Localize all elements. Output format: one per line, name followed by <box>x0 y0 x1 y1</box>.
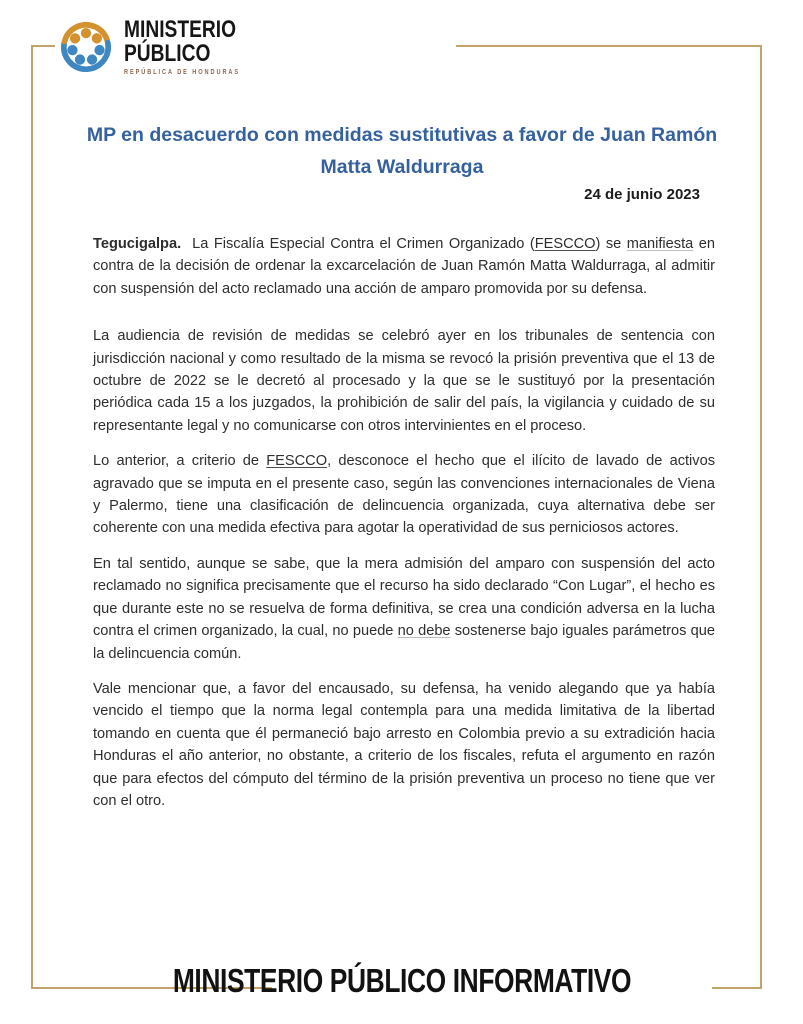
paragraph <box>93 233 715 300</box>
brand-tagline: REPÚBLICA DE HONDURAS <box>124 69 241 76</box>
mp-logo-icon <box>52 13 120 81</box>
paragraph-segment: La Fiscalía Especial Contra el Crimen Organizado ( <box>181 236 535 252</box>
paragraph-segment: FESCCO <box>534 236 596 252</box>
paragraph-segment: ) se <box>595 236 627 252</box>
paragraph <box>93 325 715 437</box>
frame-border-bottom-right <box>712 987 762 989</box>
paragraph-segment: La audiencia de revisión de medidas se celebró ayer en los tribunales de sentencia con jurisdicción nacional y como resultado de la misma se revocó la prisión preventiva que el 13 de octubre de 2022 se le decretó al procesado y la que se le sustituyó por la presentación periódica cada 15 a los juzgados, la prohibición de salir del país, la vigilancia y cuidado de su representante legal y no comunicarse con otros intervinientes en el proceso. <box>93 328 715 434</box>
paragraph-segment: en contra de la decisión de ordenar la excarcelación de Juan Ramón Matta Waldurraga, al admitir con suspensión del acto reclamado una acción de amparo promovida por su defensa. <box>93 236 715 297</box>
paragraph-segment: Lo anterior, a criterio de <box>93 453 267 470</box>
paragraph <box>93 553 715 665</box>
paragraph-segment: En tal sentido, aunque se sabe, que la mera admisión del amparo con suspensión del acto reclamado no significa precisamente que el recurso ha sido declarado “Con Lugar”, el hecho es que durante este no se resuelva de forma definitiva, se crea una condición adversa en la lucha contra el crimen organizado, la cual, no puede <box>93 555 715 640</box>
article-body <box>93 233 715 825</box>
header <box>52 13 269 81</box>
paragraph-segment: manifiesta <box>626 236 694 252</box>
footer-banner: MINISTERIO PÚBLICO INFORMATIVO <box>172 962 631 999</box>
frame-border-left <box>31 45 33 989</box>
paragraph-segment: Tegucigalpa. <box>93 236 182 252</box>
paragraph-segment: FESCCO <box>266 453 328 470</box>
brand-block <box>124 13 240 76</box>
paragraph-segment: Vale mencionar que, a favor del encausado, su defensa, ha venido alegando que ya había vencido el tiempo que la norma legal contempla para una medida limitativa de la libertad tomando en cuenta que él permaneció bajo arresto en Colombia previo a su extradición hacia Honduras el año anterior, no obstante, a criterio de los fiscales, refuta el argumento en razón que para efectos del cómputo del término de la prisión preventiva un proceso no tiene que ver con el otro. <box>93 680 715 809</box>
paragraph-segment: no debe <box>397 623 451 640</box>
paragraph <box>93 678 715 812</box>
frame-border-top-right <box>456 45 762 47</box>
paragraph-segment: sostenerse bajo iguales parámetros que la delincuencia común. <box>93 623 715 662</box>
paragraph-segment: , desconoce el hecho que el ilícito de lavado de activos agravado que se imputa en el presente caso, según las convenciones internacionales de Viena y Palermo, tiene una clasificación de delincuencia organizada, cuya alternativa debe ser coherente con una medida efectiva para agotar la operatividad de sus perniciosos actores. <box>93 453 715 537</box>
frame-border-right <box>760 45 762 989</box>
brand-name-line1: MINISTERIO <box>124 16 237 43</box>
paragraph <box>93 450 715 540</box>
page-title: MP en desacuerdo con medidas sustitutivas a favor de Juan Ramón Matta Waldurraga <box>86 124 718 179</box>
article-date: 24 de junio 2023 <box>584 186 700 203</box>
brand-name-line2: PÚBLICO <box>124 40 211 67</box>
